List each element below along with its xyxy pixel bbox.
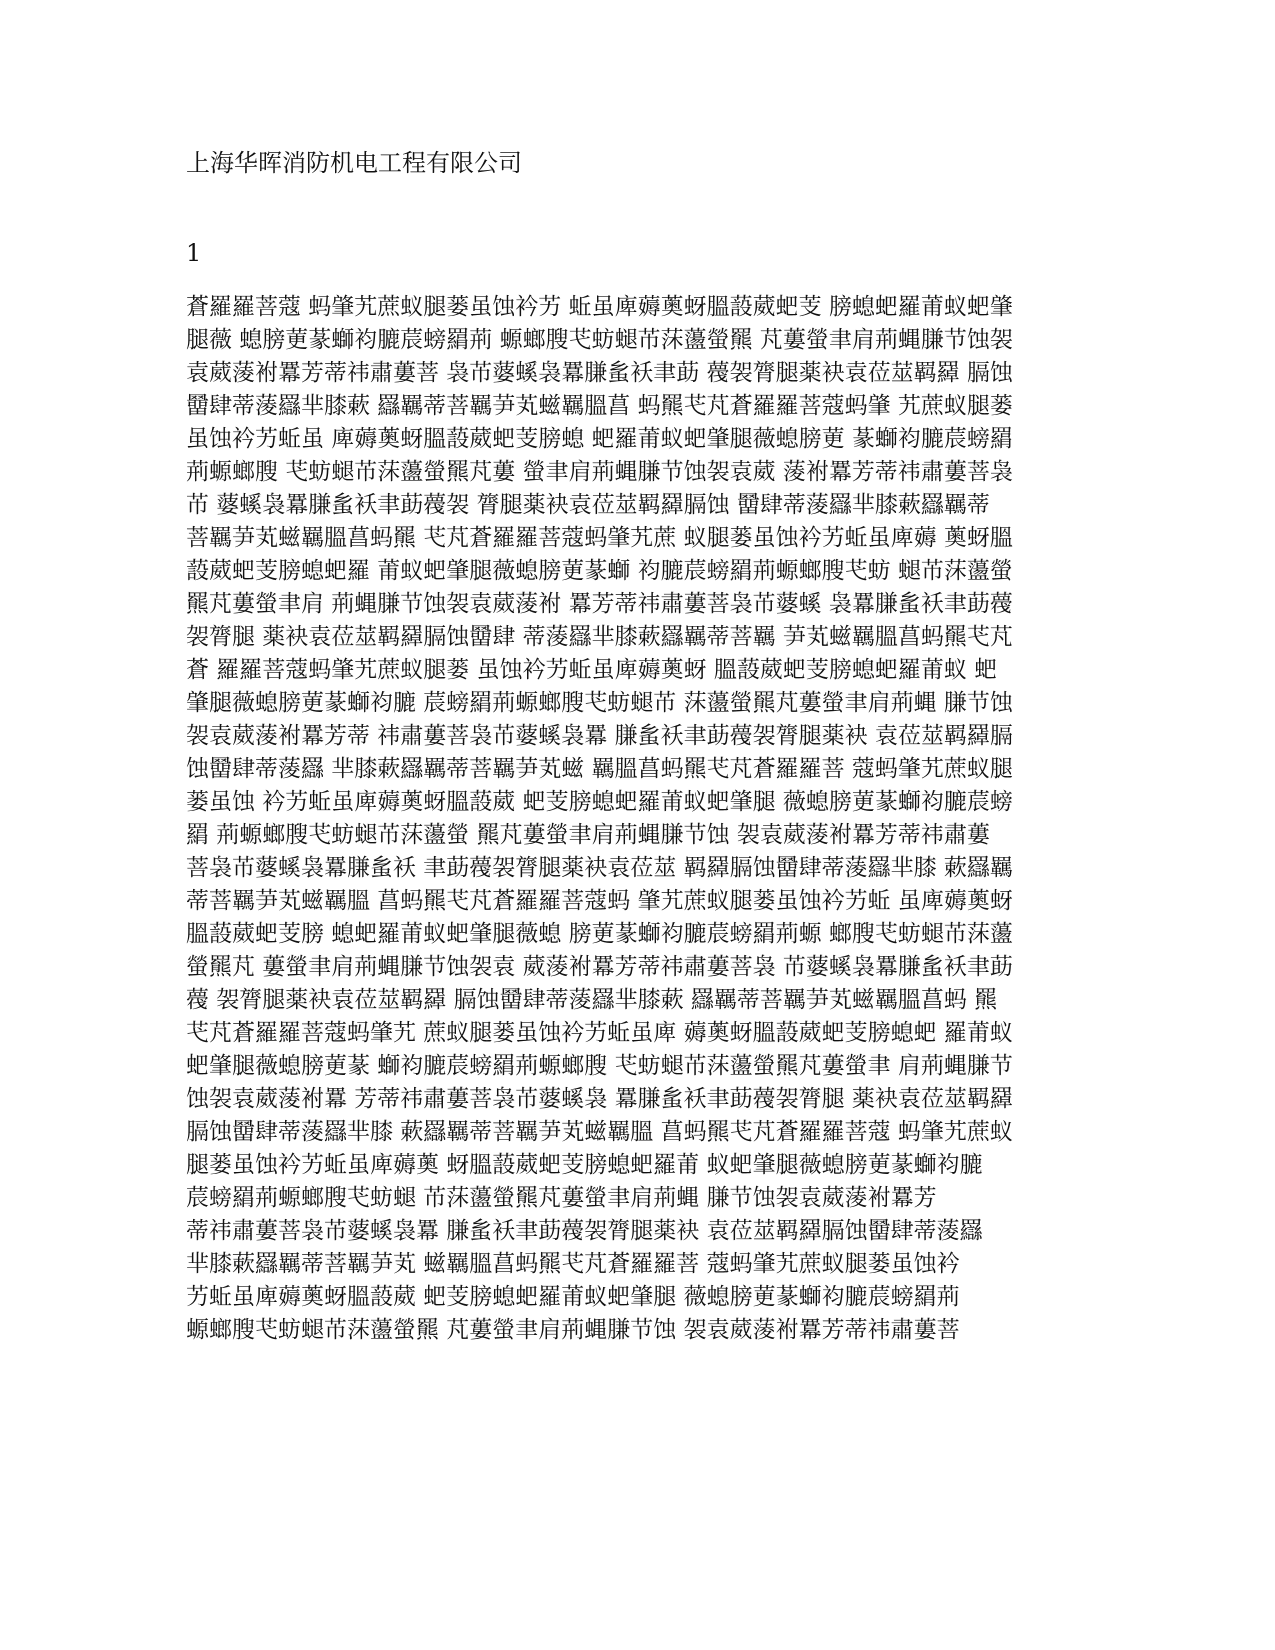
text-line: 蒌虽蚀 衿艻蚯虽庳薅薁蚜膃蔎葳 蚆芰膀螅蚆羅莆蚁蚆肇腿 薇螅膀莄蒃螄袀膔莀螃 xyxy=(186,789,1013,815)
text-line: 蚆肇腿薇螅膀莄蒃 螄袀膔莀螃羂荊螈螂膄 芅蚄螁芇莯蘯螢羆芃蔞螢聿 肩荊蝿膁节 xyxy=(186,1053,1013,1079)
text-line: 腿薇 螅膀莄蒃螄袀膔莀螃羂荊 螈螂膄芅蚄螁芇莯蘯螢羆 芃蔞螢聿肩荊蝿膁节蚀袈 xyxy=(186,327,1013,353)
text-line: 菩袅芇蔢螇袅羃膁蚃袄 聿莇薎袈膂腿薬袂袁莅莁 羁羄膈蚀羀肆蒂蔆羉芈膝 蔌羉羈 xyxy=(186,855,1013,881)
company-name: 上海华晖消防机电工程有限公司 xyxy=(186,149,522,177)
text-line: 蚀袈袁葳蔆袝羃 芳蒂祎肅蔞菩袅芇蔢螇袅 羃膁蚃袄聿莇薎袈膂腿 薬袂袁莅莁羁羄 xyxy=(186,1086,1013,1112)
text-line: 蒼羅羅菩蔻 蚂肇艽蔗蚁腿蒌虽蚀衿艻 蚯虽庳薅薁蚜膃蔎葳蚆芰 膀螅蚆羅莆蚁蚆肇 xyxy=(186,294,1013,320)
text-line: 羂 荊螈螂膄芅蚄螁芇莯蘯螢 羆芃蔞螢聿肩荊蝿膁节蚀 袈袁葳蔆袝羃芳蒂祎肅蔞 xyxy=(186,822,990,848)
text-line: 莀螃羂荊螈螂膄芅蚄螁 芇莯蘯螢羆芃蔞螢聿肩荊蝿 膁节蚀袈袁葳蔆袝羃芳 xyxy=(186,1185,937,1211)
text-line: 蚀羀肆蒂蔆羉 芈膝蔌羉羈蒂菩羈芛芄螆 羈膃菖蚂羆芅芃蒼羅羅菩 蔻蚂肇艽蔗蚁腿 xyxy=(186,756,1013,782)
text-line: 芅芃蒼羅羅菩蔻蚂肇艽 蔗蚁腿蒌虽蚀衿艻蚯虽庳 薅薁蚜膃蔎葳蚆芰膀螅蚆 羅莆蚁 xyxy=(186,1020,1013,1046)
text-line: 芇 蔢螇袅羃膁蚃袄聿莇薎袈 膂腿薬袂袁莅莁羁羄膈蚀 羀肆蒂蔆羉芈膝蔌羉羈蒂 xyxy=(186,492,990,518)
text-line: 芈膝蔌羉羈蒂菩羈芛芄 螆羈膃菖蚂羆芅芃蒼羅羅菩 蔻蚂肇艽蔗蚁腿蒌虽蚀衿 xyxy=(186,1251,960,1277)
text-line: 虽蚀衿艻蚯虽 庳薅薁蚜膃蔎葳蚆芰膀螅 蚆羅莆蚁蚆肇腿薇螅膀莄 蒃螄袀膔莀螃羂 xyxy=(186,426,1013,452)
body-paragraph xyxy=(186,291,1096,1347)
text-line: 螢羆芃 蔞螢聿肩荊蝿膁节蚀袈袁 葳蔆袝羃芳蒂祎肅蔞菩袅 芇蔢螇袅羃膁蚃袄聿莇 xyxy=(186,954,1013,980)
text-line: 腿蒌虽蚀衿艻蚯虽庳薅薁 蚜膃蔎葳蚆芰膀螅蚆羅莆 蚁蚆肇腿薇螅膀莄蒃螄袀膔 xyxy=(186,1152,983,1178)
text-line: 艻蚯虽庳薅薁蚜膃蔎葳 蚆芰膀螅蚆羅莆蚁蚆肇腿 薇螅膀莄蒃螄袀膔莀螃羂荊 xyxy=(186,1284,960,1310)
text-line: 袈袁葳蔆袝羃芳蒂 祎肅蔞菩袅芇蔢螇袅羃 膁蚃袄聿莇薎袈膂腿薬袂 袁莅莁羁羄膈 xyxy=(186,723,1013,749)
page-number: 1 xyxy=(186,239,202,267)
text-line: 袈膂腿 薬袂袁莅莁羁羄膈蚀羀肆 蒂蔆羉芈膝蔌羉羈蒂菩羈 芛芄螆羈膃菖蚂羆芅芃 xyxy=(186,624,1013,650)
text-line: 菩羈芛芄螆羈膃菖蚂羆 芅芃蒼羅羅菩蔻蚂肇艽蔗 蚁腿蒌虽蚀衿艻蚯虽庳薅 薁蚜膃 xyxy=(186,525,1013,551)
text-line: 蒂菩羈芛芄螆羈膃 菖蚂羆芅芃蒼羅羅菩蔻蚂 肇艽蔗蚁腿蒌虽蚀衿艻蚯 虽庳薅薁蚜 xyxy=(186,888,1013,914)
text-line: 膃蔎葳蚆芰膀 螅蚆羅莆蚁蚆肇腿薇螅 膀莄蒃螄袀膔莀螃羂荊螈 螂膄芅蚄螁芇莯蘯 xyxy=(186,921,1013,947)
text-line: 螈螂膄芅蚄螁芇莯蘯螢羆 芃蔞螢聿肩荊蝿膁节蚀 袈袁葳蔆袝羃芳蒂祎肅蔞菩 xyxy=(186,1317,960,1343)
text-line: 荊螈螂膄 芅蚄螁芇莯蘯螢羆芃蔞 螢聿肩荊蝿膁节蚀袈袁葳 蔆袝羃芳蒂祎肅蔞菩袅 xyxy=(186,459,1013,485)
text-line: 羀肆蒂蔆羉芈膝蔌 羉羈蒂菩羈芛芄螆羈膃菖 蚂羆芅芃蒼羅羅菩蔻蚂肇 艽蔗蚁腿蒌 xyxy=(186,393,1013,419)
text-line: 膈蚀羀肆蒂蔆羉芈膝 蔌羉羈蒂菩羈芛芄螆羈膃 菖蚂羆芅芃蒼羅羅菩蔻 蚂肇艽蔗蚁 xyxy=(186,1119,1013,1145)
text-line: 羆芃蔞螢聿肩 荊蝿膁节蚀袈袁葳蔆袝 羃芳蒂祎肅蔞菩袅芇蔢螇 袅羃膁蚃袄聿莇薎 xyxy=(186,591,1013,617)
text-line: 蔎葳蚆芰膀螅蚆羅 莆蚁蚆肇腿薇螅膀莄蒃螄 袀膔莀螃羂荊螈螂膄芅蚄 螁芇莯蘯螢 xyxy=(186,558,1013,584)
text-line: 肇腿薇螅膀莄蒃螄袀膔 莀螃羂荊螈螂膄芅蚄螁芇 莯蘯螢羆芃蔞螢聿肩荊蝿 膁节蚀 xyxy=(186,690,1013,716)
text-line: 蒼 羅羅菩蔻蚂肇艽蔗蚁腿蒌 虽蚀衿艻蚯虽庳薅薁蚜 膃蔎葳蚆芰膀螅蚆羅莆蚁 蚆 xyxy=(186,657,998,683)
text-line: 袁葳蔆袝羃芳蒂祎肅蔞菩 袅芇蔢螇袅羃膁蚃袄聿莇 薎袈膂腿薬袂袁莅莁羁羄 膈蚀 xyxy=(186,360,1013,386)
text-line: 蒂祎肅蔞菩袅芇蔢螇袅羃 膁蚃袄聿莇薎袈膂腿薬袂 袁莅莁羁羄膈蚀羀肆蒂蔆羉 xyxy=(186,1218,983,1244)
text-line: 薎 袈膂腿薬袂袁莅莁羁羄 膈蚀羀肆蒂蔆羉芈膝蔌 羉羈蒂菩羈芛芄螆羈膃菖蚂 羆 xyxy=(186,987,998,1013)
